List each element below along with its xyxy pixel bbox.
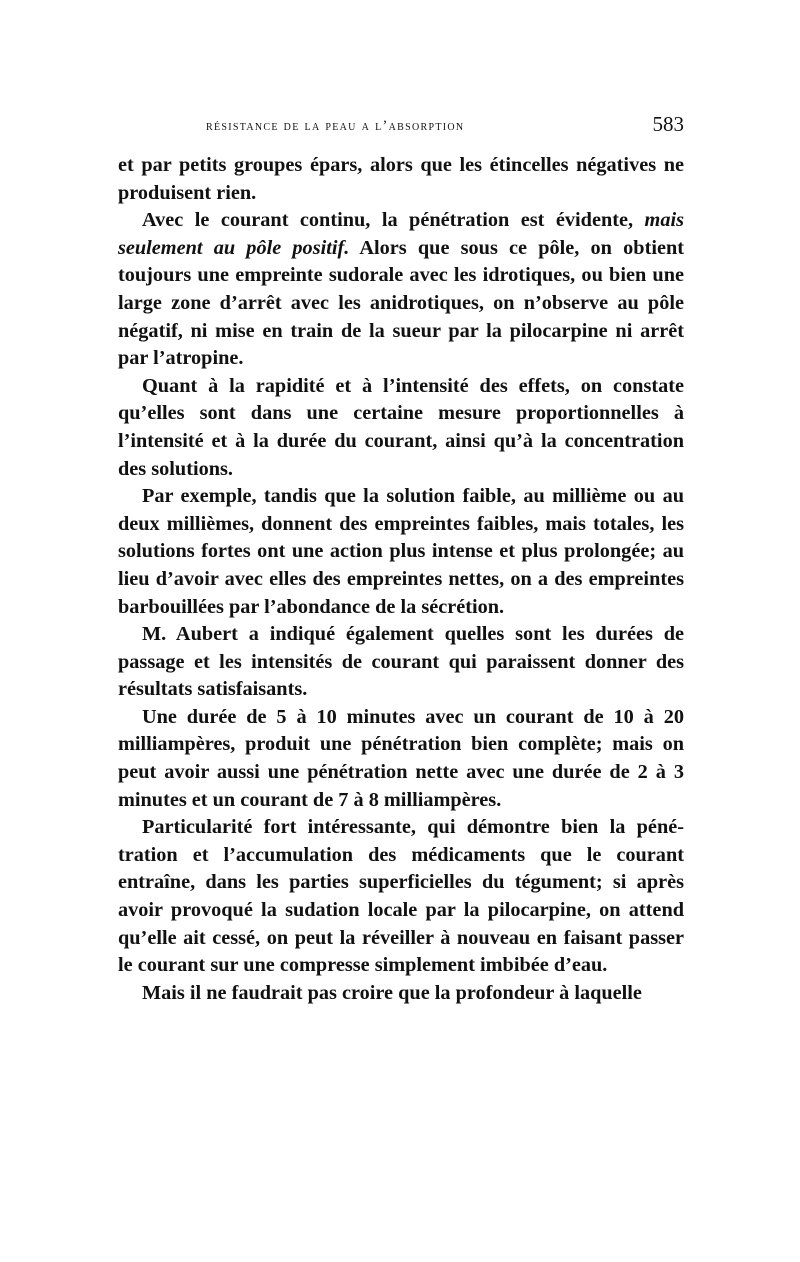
paragraph-direct-current bbox=[118, 207, 684, 373]
paragraph-aubert: M. Aubert a indiqué également quelles sont les durées de passage et les intensités de courant qui paraissent donner des résultats satisfaisants. bbox=[118, 623, 684, 701]
page-number: 583 bbox=[652, 112, 684, 136]
paragraph-rapidity: Quant à la rapidité et à l’intensité des effets, on constate qu’elles sont dans une certaine mesure proportionnelles à l’intensité et à la durée du courant, ainsi qu’à la concentration des solutions. bbox=[118, 374, 684, 480]
running-title: résistance de la peau a l’absorption bbox=[206, 118, 465, 134]
paragraph-example: Par exemple, tandis que la solution faible, au millième ou au deux millièmes, donnent des empreintes faibles, mais totales, les solutions fortes ont une action plus intense et plus prolongée; au lieu d’avoir avec elles des empreintes nettes, on a des empreintes barbouillées par l’abondance de la sécrétion. bbox=[118, 485, 684, 618]
paragraph-duration: Une durée de 5 à 10 minutes avec un courant de 10 à 20 milliampères, produit une pénétration bien complète; mais on peut avoir aussi une pénétration nette avec une durée de 2 à 3 minutes et un courant de 7 à 8 milliampères. bbox=[118, 705, 684, 811]
paragraph-continuation: et par petits groupes épars, alors que les étincelles négatives ne produisent rien. bbox=[118, 154, 684, 204]
paragraph-particularity: Particularité fort intéressante, qui démontre bien la pénétration et l’accumulation des médicaments que le courant entraîne, dans les parties superficielles du tégument; si après avoir provoqué la sudation locale par la pilocarpine, on attend qu’elle ait cessé, on peut la réveiller à nouveau en faisant passer le courant sur une compresse simplement imbibée d’eau. bbox=[118, 816, 684, 977]
italic-emphasis: mais seulement au pôle positif. bbox=[118, 209, 684, 259]
paragraph-segment: Alors que sous ce pôle, on obtient toujours une empreinte sudorale avec les idrotiques, ou bien une large zone d’arrêt avec les anidrotiques, on n’observe au pôle négatif, ni mise en train de la sueur par la pilocarpine ni arrêt par l’atropine. bbox=[118, 236, 684, 370]
paragraph-final: Mais il ne faudrait pas croire que la profondeur à laquelle bbox=[142, 981, 642, 1004]
running-header bbox=[118, 112, 684, 146]
body-text bbox=[118, 152, 684, 1007]
book-page bbox=[118, 112, 684, 1007]
paragraph-segment: Avec le courant continu, la pénétration est évidente, bbox=[142, 209, 645, 232]
